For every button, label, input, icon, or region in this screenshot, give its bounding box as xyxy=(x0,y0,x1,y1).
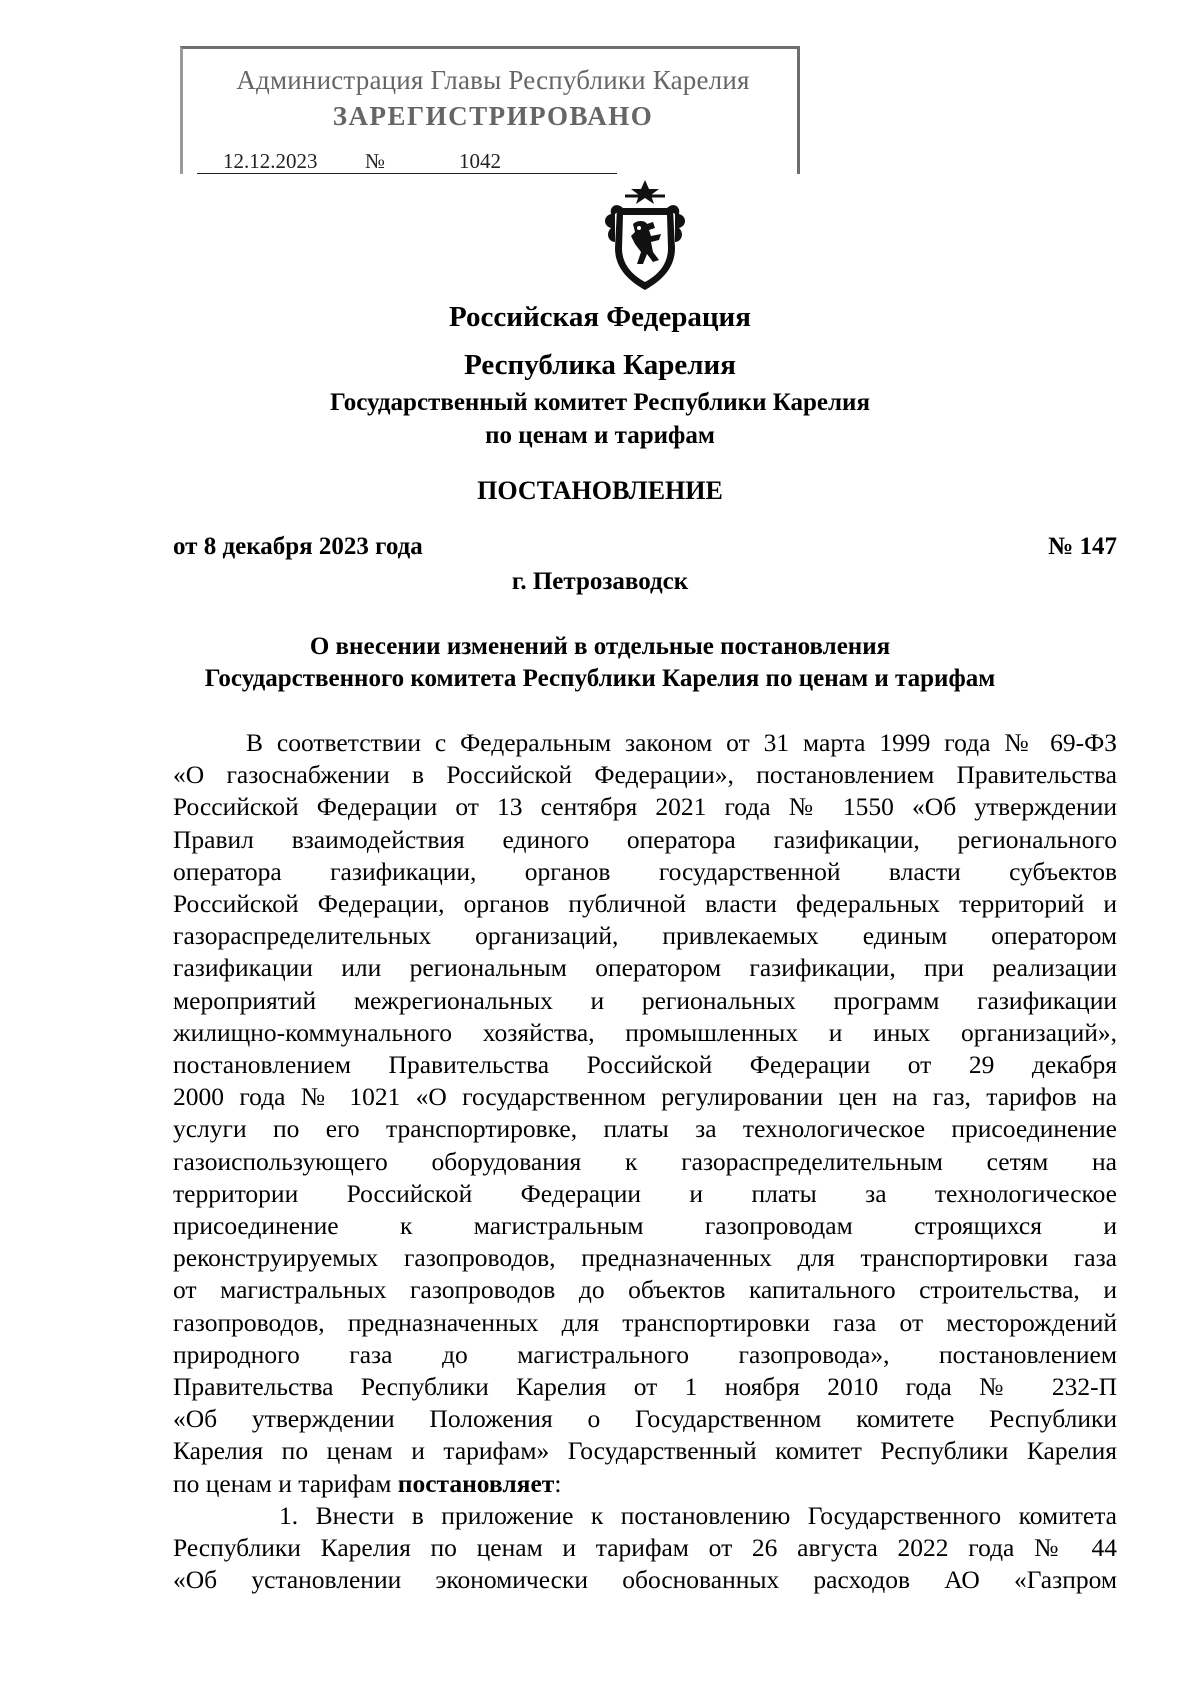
stamp-registration-line xyxy=(197,149,617,174)
resolution-suffix: : xyxy=(554,1468,562,1498)
document-title-line2: Государственного комитета Республики Карелия по ценам и тарифам xyxy=(204,665,996,692)
stamp-date: 12.12.2023 xyxy=(223,149,318,173)
body-line: газораспределительных организаций, привлекаемых единым оператором xyxy=(173,921,1117,951)
item1-line: «Об установлении экономически обоснованных расходов АО «Газпром xyxy=(173,1565,1117,1595)
country-heading: Российская Федерация xyxy=(449,301,751,333)
item1-line: Республики Карелия по ценам и тарифам от 26 августа 2022 года № 44 xyxy=(173,1533,1117,1563)
resolution-verb: постановляет xyxy=(397,1468,555,1498)
resolution-prefix: по ценам и тарифам xyxy=(173,1468,398,1498)
body-line: В соответствии с Федеральным законом от 31 марта 1999 года № 69-ФЗ xyxy=(246,728,1117,757)
committee-heading-line2: по ценам и тарифам xyxy=(485,422,715,449)
body-line: реконструируемых газопроводов, предназначенных для транспортировки газа xyxy=(173,1243,1117,1273)
body-line: Карелия по ценам и тарифам» Государственный комитет Республики Карелия xyxy=(173,1436,1117,1466)
body-line: «Об утверждении Положения о Государственном комитете Республики xyxy=(173,1404,1117,1434)
stamp-number-sign: № xyxy=(365,149,386,173)
body-line: постановлением Правительства Российской Федерации от 29 декабря xyxy=(173,1050,1117,1080)
document-number: № 147 xyxy=(1048,533,1117,560)
body-line: «О газоснабжении в Российской Федерации», постановлением Правительства xyxy=(173,760,1117,790)
republic-heading: Республика Карелия xyxy=(464,349,736,381)
body-line: природного газа до магистрального газопровода», постановлением xyxy=(173,1339,1117,1369)
body-line: мероприятий межрегиональных и региональных программ газификации xyxy=(173,985,1117,1015)
body-line: газоиспользующего оборудования к газораспределительным сетям на xyxy=(173,1146,1117,1176)
body-line: Правительства Республики Карелия от 1 ноября 2010 года № 232-П xyxy=(173,1372,1117,1402)
body-line: территории Российской Федерации и платы за технологическое xyxy=(173,1178,1117,1208)
body-line: оператора газификации, органов государственной власти субъектов xyxy=(173,856,1117,886)
body-line: жилищно-коммунального хозяйства, промышленных и иных организаций», xyxy=(173,1017,1117,1047)
item1-line: 1. Внести в приложение к постановлению Государственного комитета xyxy=(279,1500,1117,1530)
body-line: Российской Федерации, органов публичной власти федеральных территорий и xyxy=(173,889,1117,919)
document-type: ПОСТАНОВЛЕНИЕ xyxy=(477,476,723,505)
document-date: от 8 декабря 2023 года xyxy=(173,533,423,560)
body-line: Правил взаимодействия единого оператора газификации, регионального xyxy=(173,824,1117,854)
body-line: присоединение к магистральным газопроводам строящихся и xyxy=(173,1211,1117,1241)
registration-stamp xyxy=(180,46,800,174)
body-resolution-line xyxy=(173,1468,1117,1500)
karelia-coat-of-arms-icon xyxy=(595,178,695,296)
body-line: газификации или региональным оператором газификации, при реализации xyxy=(173,953,1117,983)
document-city: г. Петрозаводск xyxy=(511,568,689,595)
body-line: Российской Федерации от 13 сентября 2021 года № 1550 «Об утверждении xyxy=(173,792,1117,822)
body-line: услуги по его транспортировке, платы за технологическое присоединение xyxy=(173,1114,1117,1144)
body-line: газопроводов, предназначенных для транспортировки газа от месторождений xyxy=(173,1307,1117,1337)
body-line: 2000 года № 1021 «О государственном регулировании цен на газ, тарифов на xyxy=(173,1082,1117,1112)
stamp-organization: Администрация Главы Республики Карелия xyxy=(236,65,750,95)
document-body xyxy=(173,727,1117,1596)
stamp-number: 1042 xyxy=(459,149,501,173)
committee-heading-line1: Государственный комитет Республики Карелия xyxy=(330,389,870,416)
stamp-status: ЗАРЕГИСТРИРОВАНО xyxy=(332,101,654,131)
body-line: от магистральных газопроводов до объектов капитального строительства, и xyxy=(173,1275,1117,1305)
document-title-line1: О внесении изменений в отдельные постановления xyxy=(309,633,891,660)
